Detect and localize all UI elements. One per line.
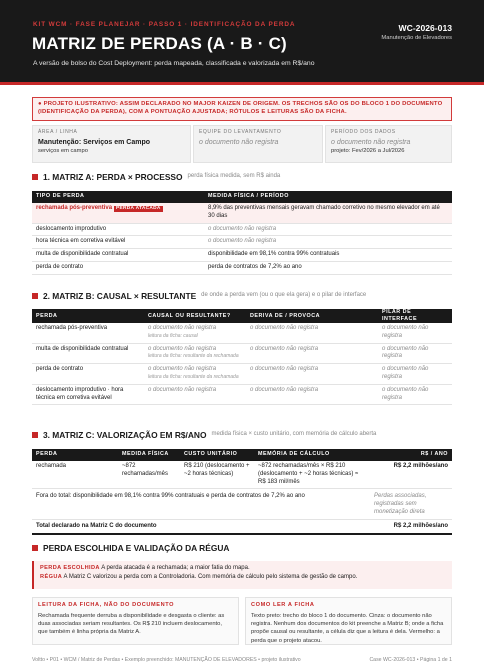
loss-measure: perda de contratos de 7,2% ao ano [204,261,452,274]
matrix-a-table [32,191,452,275]
causal-cell [144,364,246,385]
card-body: Texto preto: trecho do bloco 1 do documento. Cinza: o documento não registra. Nenhum dos documentos do kit preenche a Matriz B; onde a ficha propõe causal ou resultante, a célula diz que a leitura é dela. Vermelho: a perda que o projeto atacou. [251,613,444,644]
pilar-cell: o documento não registra [378,384,452,405]
excluded-note: Perdas associadas, registradas sem monetização direta [370,489,452,519]
illustrative-notice: ● PROJETO ILUSTRATIVO: ASSIM DECLARADO NO MAJOR KAIZEN DE ORIGEM. OS TRECHOS SÃO OS DO BLOCO 1 DO DOCUMENTO (IDENTIFICAÇÃO DA PERDA), COM A PONTUAÇÃO AJUSTADA; RÓTULOS E LEITURAS SÃO DA FICHA. [32,97,452,121]
loss-measure: o documento não registra [204,236,452,249]
ruler-label: RÉGUA [40,573,63,580]
loss-measure: o documento não registra [204,223,452,236]
table-header-row [32,309,452,323]
footer-left: Voltto • P01 • WCM / Matriz de Perdas • Exemplo preenchido: MANUTENÇÃO DE ELEVADORES • projeto ilustrativo [32,657,301,663]
excluded-text: Fora do total: disponibilidade em 98,1% contra 99% contratuais e perda de contratos de 7,2% ao ano [32,489,370,519]
chosen-loss-text: A perda atacada é a rechamada; a maior fatia do mapa. [101,565,250,571]
page-subtitle: A versão de bolso do Cost Deployment: perda mapeada, classificada e valorizada em R$/ano [33,60,315,67]
column-header: TIPO DE PERDA [32,191,204,203]
table-row [32,261,452,274]
total-value: R$ 2,2 milhões/ano [370,519,452,533]
column-header: PERDA [32,449,118,461]
section-marker [32,545,38,551]
document-id: WC-2026-013 [398,23,452,33]
column-header: DERIVA DE / PROVOCA [246,309,378,323]
loss-name: rechamada pós-preventiva [32,323,144,343]
attacked-loss-badge: PERDA ATACADA [116,206,161,211]
card-title: LEITURA DA FICHA, NÃO DO DOCUMENTO [38,602,175,608]
annual-value: R$ 2,2 milhões/ano [370,461,452,489]
causal-value: o documento não registra [148,366,217,373]
loss-name: multa de disponibilidade contratual [32,343,144,364]
column-header: MEMÓRIA DE CÁLCULO [254,449,370,461]
column-header: PERDA [32,309,144,323]
meta-team-value: o documento não registra [199,138,279,146]
meta-area-label: ÁREA / LINHA [38,129,78,135]
calc-memory: ~872 rechamadas/mês × R$ 210 (deslocamento + ~2 horas técnicas) ≈ R$ 183 mil/mês [254,461,370,489]
section-marker [32,174,38,180]
column-header: CAUSAL OU RESULTANTE? [144,309,246,323]
deriva-cell: o documento não registra [246,384,378,405]
column-header: MEDIDA FÍSICA [118,449,180,461]
document-area: Manutenção de Elevadores [381,35,452,41]
card-how-to-read [245,597,452,645]
table-row-excluded [32,489,452,519]
page-title: MATRIZ DE PERDAS (A · B · C) [32,34,287,53]
causal-value: o documento não registra [148,345,217,352]
footer-right: Case WC-2026-013 • Página 1 de 1 [369,657,452,663]
loss-type: multa de disponibilidade contratual [32,249,204,262]
causal-cell: o documento não registra [144,384,246,405]
pilar-cell: o documento não registra [378,364,452,385]
column-header: PILAR DE INTERFACE [378,309,452,323]
column-header: CUSTO UNITÁRIO [180,449,254,461]
document-header [0,0,484,82]
section-b-heading [32,290,366,302]
meta-area [32,125,191,163]
ficha-note: leitura da ficha: causal [148,332,198,339]
deriva-cell: o documento não registra [246,343,378,364]
pilar-cell: o documento não registra [378,323,452,343]
causal-cell [144,343,246,364]
table-row [32,364,452,385]
meta-team [193,125,323,163]
total-label: Total declarado na Matriz C do documento [32,519,370,533]
section-marker [32,293,38,299]
loss-measure: 8,9% das preventivas mensais geravam chamado corretivo no mesmo elevador em até 30 dias [204,203,452,223]
meta-period-value: o documento não registra [331,138,411,146]
loss-type: rechamada pós-preventiva [36,205,113,211]
table-row [32,343,452,364]
table-row [32,384,452,405]
column-header: R$ / ANO [370,449,452,461]
causal-cell [144,323,246,343]
chosen-loss-box [32,561,452,589]
table-row [32,249,452,262]
table-row [32,236,452,249]
ruler-text: A Matriz C valorizou a perda com a Controladoria. Com memória de cálculo pelo sistema de gestão de campo. [63,573,358,580]
matrix-b-table [32,309,452,405]
section-d-title: PERDA ESCOLHIDA E VALIDAÇÃO DA RÉGUA [43,542,230,553]
loss-name: deslocamento improdutivo · hora técnica em corretiva evitável [32,384,144,405]
deriva-cell: o documento não registra [246,323,378,343]
header-accent-line [0,82,484,85]
matrix-c-table [32,449,452,535]
section-c-heading [32,429,376,441]
table-row [32,323,452,343]
section-a-heading [32,171,280,183]
unit-cost: R$ 210 (deslocamento + ~2 horas técnicas) [180,461,254,489]
section-a-title: 1. MATRIZ A: PERDA × PROCESSO [43,171,183,182]
section-c-desc: medida física × custo unitário, com memória de cálculo aberta [211,431,377,438]
meta-period [325,125,452,163]
table-row [32,461,452,489]
chosen-loss-label: PERDA ESCOLHIDA [40,565,100,571]
section-marker [32,432,38,438]
physical-measure: ~872 rechamadas/mês [118,461,180,489]
breadcrumb-kicker: KIT WCM · FASE PLANEJAR · PASSO 1 · IDENTIFICAÇÃO DA PERDA [33,21,296,28]
pilar-cell: o documento não registra [378,343,452,364]
section-c-title: 3. MATRIZ C: VALORIZAÇÃO EM R$/ANO [43,429,207,440]
loss-type: deslocamento improdutivo [32,223,204,236]
meta-team-label: EQUIPE DO LEVANTAMENTO [199,129,282,135]
meta-area-value: Manutenção: Serviços em Campo [38,138,151,146]
table-row [32,203,452,223]
loss-measure: disponibilidade em 98,1% contra 99% contratuais [204,249,452,262]
ficha-note: leitura da ficha: resultante da rechamada [148,353,239,360]
loss-type: hora técnica em corretiva evitável [32,236,204,249]
ficha-note: leitura da ficha: resultante da rechamada [148,374,239,381]
meta-period-sub: projeto: Fev/2026 a Jul/2026 [331,147,405,154]
loss-name: rechamada [32,461,118,489]
section-b-title: 2. MATRIZ B: CAUSAL × RESULTANTE [43,290,197,301]
loss-name: perda de contrato [32,364,144,385]
table-row [32,223,452,236]
card-title: COMO LER A FICHA [251,602,315,608]
loss-type: perda de contrato [32,261,204,274]
card-ficha-reading [32,597,239,645]
causal-value: o documento não registra [148,325,217,332]
column-header: MEDIDA FÍSICA / PERÍODO [204,191,452,203]
total-row [32,519,452,533]
section-b-desc: de onde a perda vem (ou o que ela gera) e o pilar de interface [201,292,367,299]
table-header-row [32,191,452,203]
section-d-heading [32,542,229,554]
meta-area-sub: serviços em campo [38,147,88,154]
table-header-row [32,449,452,461]
deriva-cell: o documento não registra [246,364,378,385]
card-body: Rechamada frequente derruba a disponibilidade e desgasta o cliente: as duas associadas seriam resultantes. Os R$ 210 incluem deslocamento, que também é linha própria da Matriz A. [38,613,225,636]
meta-period-label: PERÍODO DOS DADOS [331,129,396,135]
section-a-desc: perda física medida, sem R$ ainda [187,173,281,180]
